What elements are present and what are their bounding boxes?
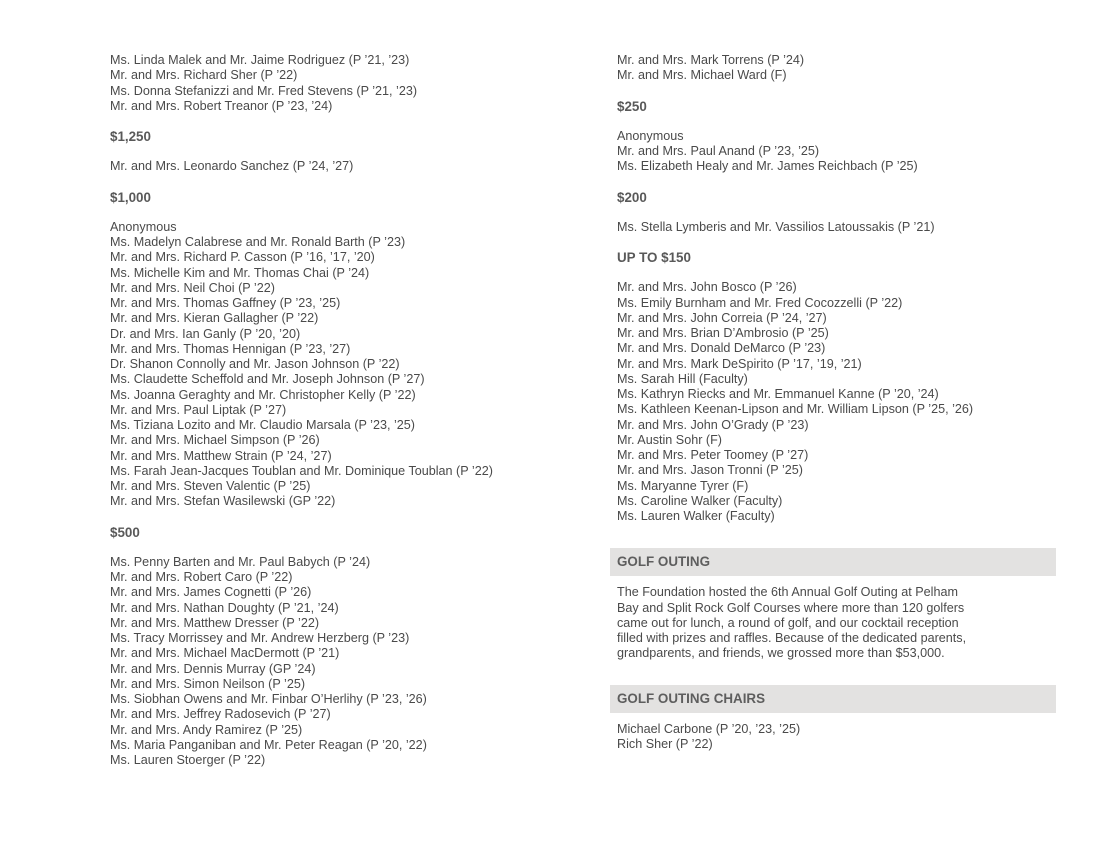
paragraph-line: Bay and Split Rock Golf Courses where more than 120 golfers bbox=[617, 600, 965, 615]
donor-name: Mr. and Mrs. Dennis Murray (GP ’24) bbox=[110, 661, 316, 676]
donor-name: Mr. and Mrs. Andy Ramirez (P ’25) bbox=[110, 722, 303, 737]
donor-name: Anonymous bbox=[617, 128, 684, 143]
donor-name: Mr. and Mrs. Nathan Doughty (P ’21, ’24) bbox=[110, 600, 339, 615]
donor-name: Mr. and Mrs. Robert Caro (P ’22) bbox=[110, 570, 293, 584]
donor-name: Ms. Tiziana Lozito and Mr. Claudio Marsala (P ’23, ’25) bbox=[110, 418, 415, 432]
donor-list-250 bbox=[617, 129, 1057, 175]
donor-list-1250 bbox=[110, 159, 580, 174]
donor-name: Mr. and Mrs. Matthew Strain (P ’24, ’27) bbox=[110, 448, 332, 463]
donor-name: Ms. Maria Panganiban and Mr. Peter Reagan (P ’20, ’22) bbox=[110, 737, 427, 752]
donor-name: Michael Carbone (P ’20, ’23, ’25) bbox=[617, 721, 801, 736]
donor-name: Ms. Stella Lymberis and Mr. Vassilios Latoussakis (P ’21) bbox=[617, 219, 935, 234]
level-heading-1250: $1,250 bbox=[110, 129, 151, 144]
donor-name: Mr. and Mrs. Thomas Gaffney (P ’23, ’25) bbox=[110, 296, 341, 310]
donor-name: Mr. and Mrs. Stefan Wasilewski (GP ’22) bbox=[110, 494, 336, 509]
donor-name: Mr. and Mrs. Simon Neilson (P ’25) bbox=[110, 676, 306, 691]
donor-name: Ms. Lauren Stoerger (P ’22) bbox=[110, 753, 266, 767]
donor-name: Ms. Lauren Walker (Faculty) bbox=[617, 509, 775, 523]
paragraph-line: The Foundation hosted the 6th Annual Golf Outing at Pelham bbox=[617, 585, 958, 600]
donor-name: Ms. Maryanne Tyrer (F) bbox=[617, 478, 749, 493]
donor-list-200 bbox=[617, 220, 1057, 235]
paragraph-line: filled with prizes and raffles. Because of the dedicated parents, bbox=[617, 631, 967, 645]
donor-name: Mr. and Mrs. Peter Toomey (P ’27) bbox=[617, 448, 809, 462]
donor-name: Ms. Sarah Hill (Faculty) bbox=[617, 371, 748, 386]
donor-name: Ms. Michelle Kim and Mr. Thomas Chai (P ’24) bbox=[110, 265, 370, 280]
donor-name: Ms. Joanna Geraghty and Mr. Christopher Kelly (P ’22) bbox=[110, 387, 416, 402]
donor-name: Mr. and Mrs. John Bosco (P ’26) bbox=[617, 280, 797, 295]
level-heading-250: $250 bbox=[617, 98, 647, 114]
intro-names-right bbox=[617, 53, 1057, 84]
donor-name: Ms. Caroline Walker (Faculty) bbox=[617, 493, 783, 508]
donor-list-500 bbox=[110, 555, 580, 769]
right-column bbox=[617, 53, 1057, 752]
donor-name: Ms. Farah Jean-Jacques Toublan and Mr. Dominique Toublan (P ’22) bbox=[110, 463, 493, 478]
donor-name: Mr. and Mrs. Brian D’Ambrosio (P ’25) bbox=[617, 326, 829, 340]
donor-name: Mr. and Mrs. Mark DeSpirito (P ’17, ’19, ’21) bbox=[617, 356, 862, 371]
donor-name: Ms. Donna Stefanizzi and Mr. Fred Stevens (P ’21, ’23) bbox=[110, 83, 418, 98]
level-heading-150: UP TO $150 bbox=[617, 250, 691, 265]
donor-name: Mr. and Mrs. Richard P. Casson (P ’16, ’17, ’20) bbox=[110, 250, 375, 265]
golf-outing-paragraph bbox=[617, 585, 1017, 661]
donor-name: Mr. and Mrs. Richard Sher (P ’22) bbox=[110, 68, 298, 83]
donor-name: Ms. Emily Burnham and Mr. Fred Cocozzelli (P ’22) bbox=[617, 295, 903, 310]
donor-name: Ms. Claudette Scheffold and Mr. Joseph Johnson (P ’27) bbox=[110, 372, 425, 387]
donor-name: Mr. and Mrs. Michael Simpson (P ’26) bbox=[110, 433, 320, 448]
paragraph-line: grandparents, and friends, we grossed more than $53,000. bbox=[617, 646, 945, 661]
donor-name: Ms. Elizabeth Healy and Mr. James Reichbach (P ’25) bbox=[617, 159, 918, 174]
donor-name: Anonymous bbox=[110, 219, 177, 234]
donor-name: Mr. and Mrs. Robert Treanor (P ’23, ’24) bbox=[110, 98, 333, 113]
level-heading-200: $200 bbox=[617, 189, 647, 205]
donor-name: Mr. and Mrs. Michael Ward (F) bbox=[617, 68, 787, 83]
donor-name: Mr. and Mrs. John O’Grady (P ’23) bbox=[617, 417, 809, 432]
donor-name: Mr. and Mrs. Matthew Dresser (P ’22) bbox=[110, 615, 320, 630]
donor-name: Dr. Shanon Connolly and Mr. Jason Johnson (P ’22) bbox=[110, 357, 400, 371]
donor-name: Mr. and Mrs. Donald DeMarco (P ’23) bbox=[617, 341, 826, 356]
paragraph-line: came out for lunch, a round of golf, and our cocktail reception bbox=[617, 615, 959, 630]
left-column bbox=[110, 53, 580, 768]
donor-name: Mr. and Mrs. Michael MacDermott (P ’21) bbox=[110, 646, 340, 661]
donor-name: Mr. and Mrs. Leonardo Sanchez (P ’24, ’27) bbox=[110, 159, 354, 174]
donor-name: Mr. and Mrs. Neil Choi (P ’22) bbox=[110, 280, 275, 295]
donor-name: Dr. and Mrs. Ian Ganly (P ’20, ’20) bbox=[110, 326, 301, 341]
level-heading-500: $500 bbox=[110, 524, 140, 540]
donor-name: Mr. Austin Sohr (F) bbox=[617, 432, 722, 447]
donor-list-150 bbox=[617, 280, 1057, 524]
donor-name: Mr. and Mrs. Paul Liptak (P ’27) bbox=[110, 402, 287, 417]
donor-name: Mr. and Mrs. Jeffrey Radosevich (P ’27) bbox=[110, 707, 331, 722]
donor-name: Rich Sher (P ’22) bbox=[617, 736, 713, 751]
golf-outing-heading: GOLF OUTING bbox=[610, 548, 1056, 576]
donor-list-1000 bbox=[110, 220, 580, 510]
donor-name: Ms. Tracy Morrissey and Mr. Andrew Herzberg (P ’23) bbox=[110, 631, 410, 645]
golf-outing-chairs-list bbox=[617, 722, 1057, 753]
donor-name: Mr. and Mrs. Mark Torrens (P ’24) bbox=[617, 53, 805, 67]
donor-name: Mr. and Mrs. Jason Tronni (P ’25) bbox=[617, 463, 803, 478]
donor-name: Ms. Kathleen Keenan-Lipson and Mr. William Lipson (P ’25, ’26) bbox=[617, 402, 974, 417]
donor-name: Mr. and Mrs. John Correia (P ’24, ’27) bbox=[617, 310, 827, 325]
golf-outing-chairs-heading: GOLF OUTING CHAIRS bbox=[610, 685, 1056, 713]
donor-name: Mr. and Mrs. James Cognetti (P ’26) bbox=[110, 585, 312, 600]
donor-name: Mr. and Mrs. Kieran Gallagher (P ’22) bbox=[110, 311, 319, 326]
donor-name: Mr. and Mrs. Paul Anand (P ’23, ’25) bbox=[617, 144, 820, 158]
level-heading-1000: $1,000 bbox=[110, 189, 151, 205]
donor-name: Mr. and Mrs. Steven Valentic (P ’25) bbox=[110, 479, 311, 493]
donor-name: Ms. Siobhan Owens and Mr. Finbar O’Herlihy (P ’23, ’26) bbox=[110, 692, 427, 706]
donor-name: Ms. Madelyn Calabrese and Mr. Ronald Barth (P ’23) bbox=[110, 235, 406, 249]
donor-name: Mr. and Mrs. Thomas Hennigan (P ’23, ’27) bbox=[110, 341, 351, 356]
intro-names-left bbox=[110, 53, 580, 114]
donor-name: Ms. Penny Barten and Mr. Paul Babych (P ’24) bbox=[110, 554, 371, 569]
donor-name: Ms. Kathryn Riecks and Mr. Emmanuel Kanne (P ’20, ’24) bbox=[617, 387, 939, 401]
donor-name: Ms. Linda Malek and Mr. Jaime Rodriguez (P ’21, ’23) bbox=[110, 53, 410, 67]
